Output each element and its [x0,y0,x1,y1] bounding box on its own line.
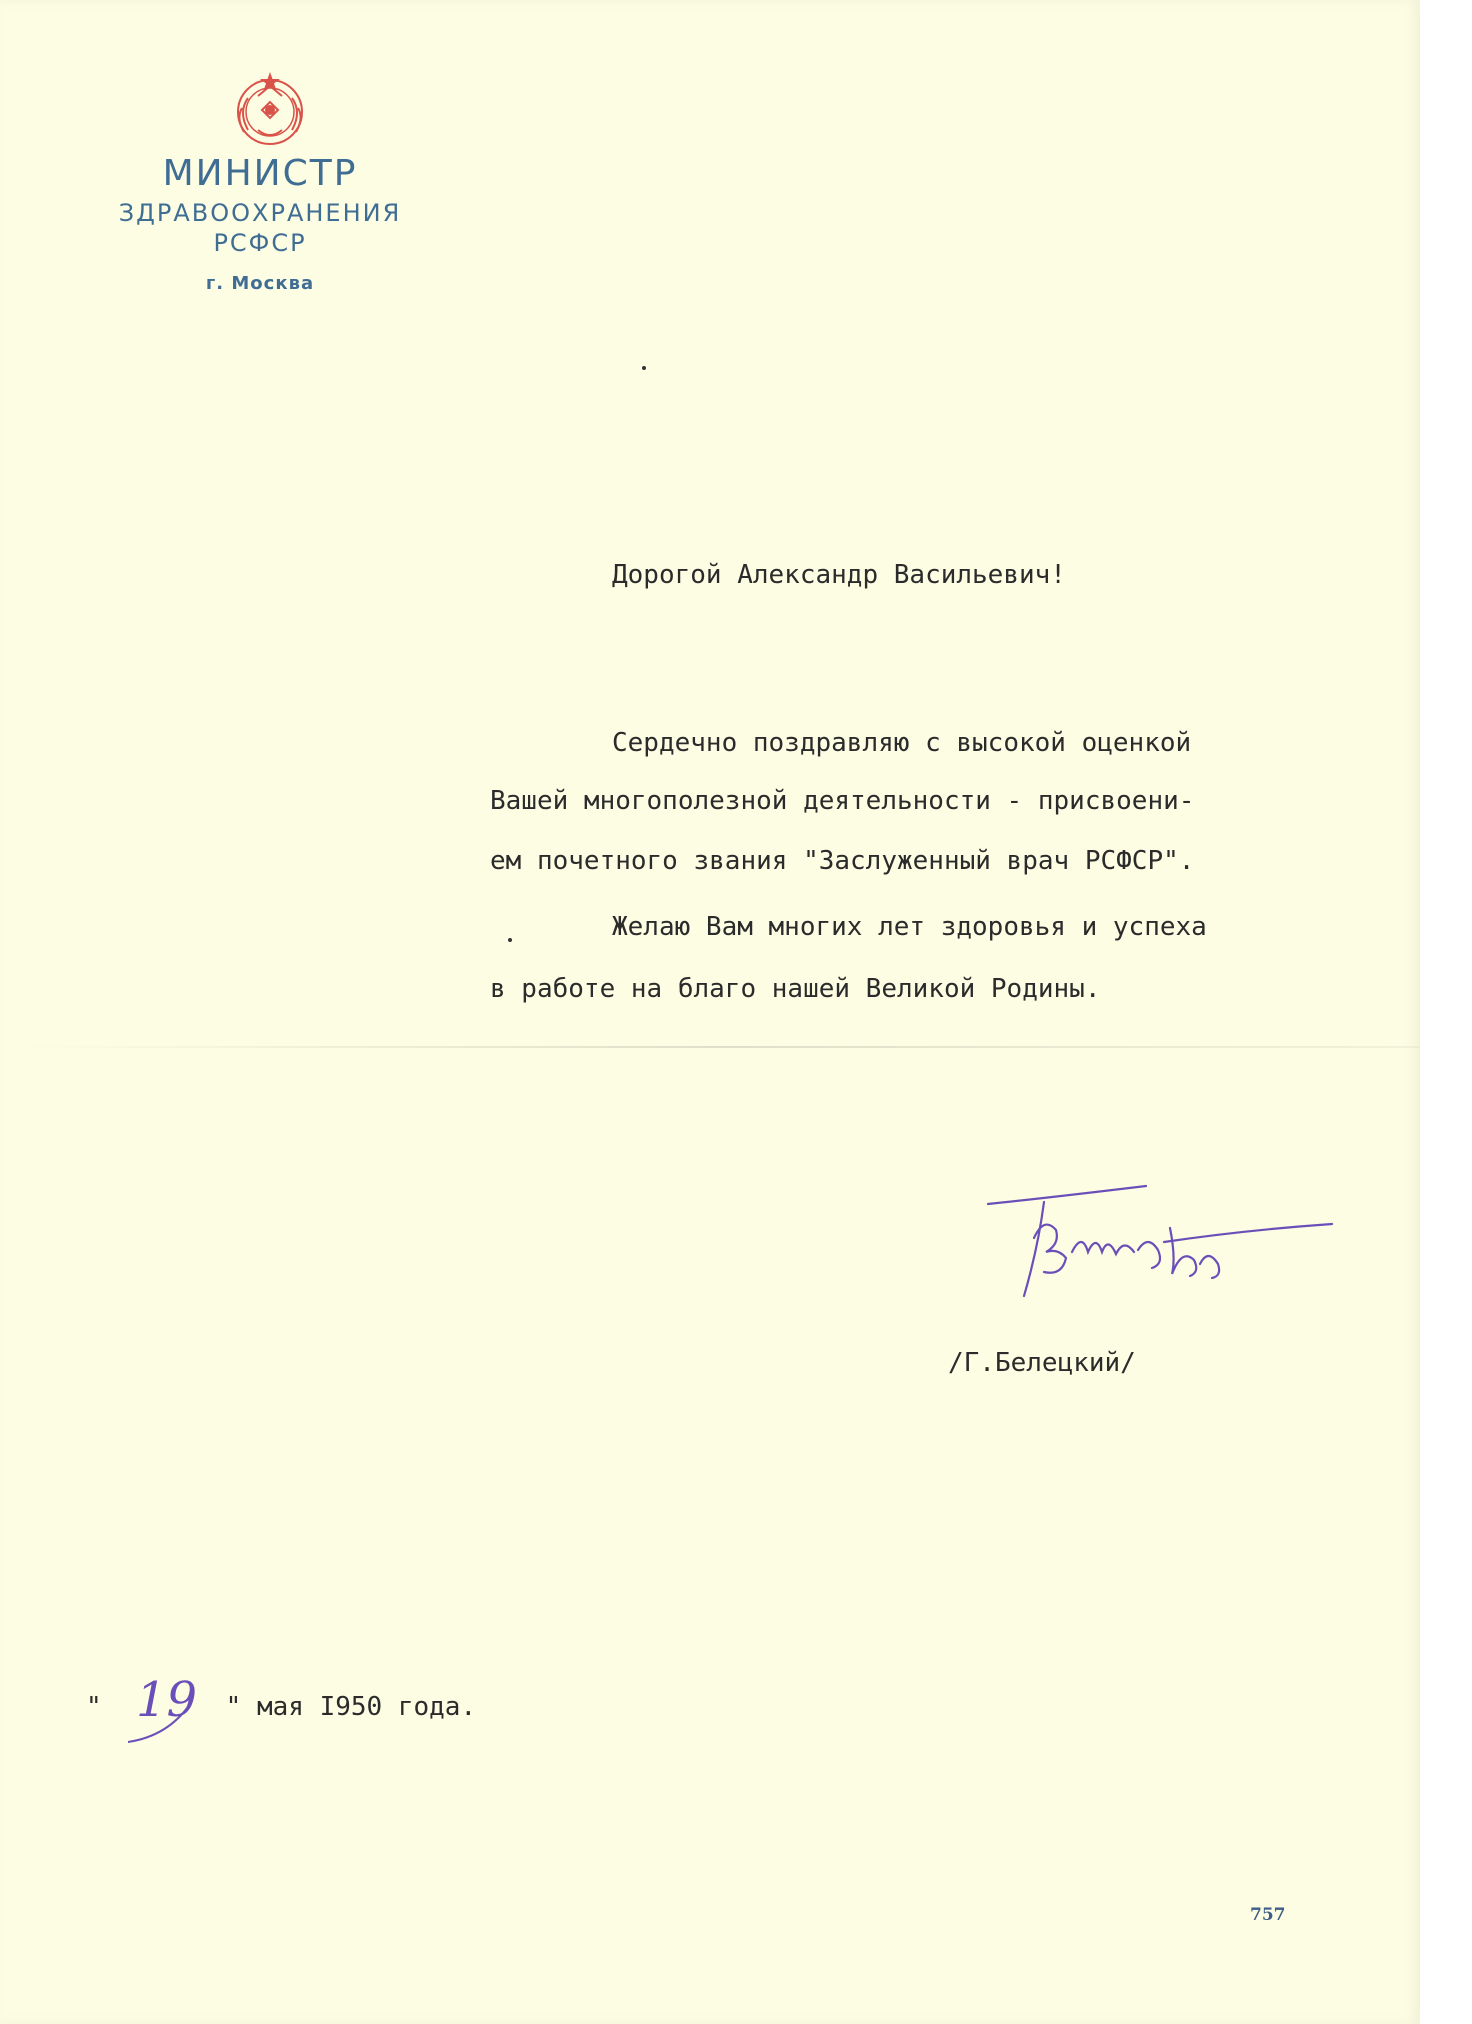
letterhead-city: г. Москва [205,273,315,294]
rsfsr-emblem-icon [228,68,312,152]
handwritten-day-value: 19 [136,1672,198,1728]
handwritten-signature [986,1168,1366,1318]
paragraph-line: Сердечно поздравляю с высокой оценкой [612,728,1192,758]
date-open-quote: " [86,1692,102,1722]
paragraph-line: в работе на благо нашей Великой Родины. [490,974,1101,1004]
handwritten-day [128,1660,218,1750]
salutation: Дорогой Александр Васильевич! [612,560,1066,590]
signer-name: /Г.Белецкий/ [948,1348,1136,1378]
document-number: 757 [1250,1905,1286,1925]
paragraph-line: Желаю Вам многих лет здоровья и успеха [612,912,1207,942]
letterhead [80,150,440,296]
date-text: " мая I950 года. [225,1692,477,1722]
letterhead-ministry: ЗДРАВООХРАНЕНИЯ [118,199,402,227]
paragraph-line: Вашей многополезной деятельности - присвоени- [490,786,1195,816]
letterhead-title: МИНИСТР [162,153,358,194]
paper-speck [508,938,512,942]
paper-speck [642,366,646,370]
paragraph-line: ем почетного звания "Заслуженный врач РСФСР". [490,846,1195,876]
letterhead-republic: РСФСР [213,229,307,257]
